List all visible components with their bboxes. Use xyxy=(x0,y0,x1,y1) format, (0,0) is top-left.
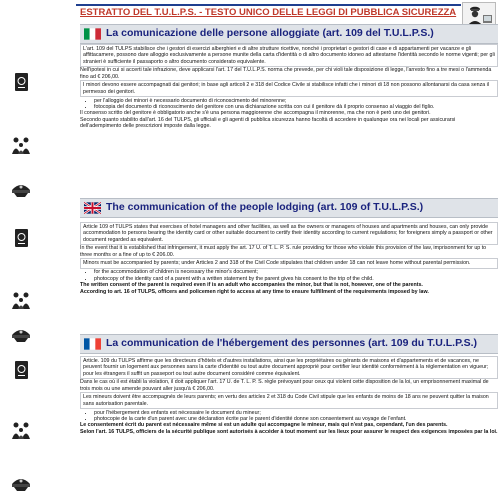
police-cap-icon xyxy=(10,180,32,200)
passport-icon xyxy=(10,228,32,248)
section-header-italian xyxy=(80,24,498,44)
uk-flag-icon xyxy=(84,202,101,214)
france-flag-icon xyxy=(84,338,101,350)
fr-list-item-1: • pour l'hébergement des enfants est nécessaire le document du mineur; xyxy=(94,410,498,416)
french-text-block xyxy=(80,356,498,436)
section-title-english: The communication of the people lodging (art. 109 of T.U.L.P.S.) xyxy=(106,201,424,213)
passport-icon xyxy=(10,360,32,380)
document-title-text: ESTRATTO DEL T.U.L.P.S. - TESTO UNICO DELLE LEGGI DI PUBBLICA SICUREZZA xyxy=(80,7,457,18)
fr-list xyxy=(80,410,498,423)
it-paragraph-4: Il consenso scritto del genitore è obbligatorio anche s'è una persona maggiorenne che accompagna il minorenne, ma che non è però uno dei genitori. xyxy=(80,110,431,117)
en-list-item-1: • for the accommodation of children is necessary the minor's document; xyxy=(94,269,498,275)
fr-paragraph-4: Le consentement écrit du parent est nécessaire même si est un adulte qui accompagne le mineur, mais qui n'est pas, cependant, l'un des parents. xyxy=(80,422,448,429)
it-list xyxy=(80,98,498,111)
it-list-item-2: • fotocopia del documento di riconoscimento del genitore con una dichiarazione scritta con cui il genitore dà il proprio consenso al viaggio del figlio. xyxy=(94,104,498,110)
it-paragraph-5: Secondo quanto stabilito dall'art. 16 del TULPS, gli ufficiali e gli agenti di pubblica sicurezza hanno facoltà di accedere in qualunque ora nei locali per assicurarsi dell'adempimento delle prescrizioni imposte dalla legge. xyxy=(80,116,456,130)
it-paragraph-1: L'art. 109 del TULPS stabilisce che i gestori di esercizi alberghieri e di altre strutture ricettive, nonché i proprietari o gestori di case e di appartamenti per vacanze e gli affittacamere, possono dare alloggio esclusivamente a persone munite della carta d'identità o di altro documento idoneo ad attestarne l'identità secondo le norme vigenti; per gli stranieri è sufficiente il passaporto o altro documento considerato equivalente. xyxy=(80,44,498,67)
en-paragraph-4: The written consent of the parent is required even if is an adult who accompanies the minor, but that is not, however, one of the parents. xyxy=(80,281,423,288)
section-title-french: La communication de l'hébergement des personnes (art. 109 du T.U.L.P.S.) xyxy=(106,337,478,349)
passport-icon xyxy=(10,72,32,92)
en-list xyxy=(80,269,498,282)
it-paragraph-3: I minori devono essere accompagnati dai genitori; in base agli articoli 2 e 318 del Codice Civile si stabilisce infatti che i minori di 18 non possono allontanarsi da casa senza il permesso dei genitori. xyxy=(80,80,498,97)
section-header-french xyxy=(80,334,498,354)
police-cap-icon xyxy=(10,325,32,345)
family-icon xyxy=(10,290,32,310)
english-text-block xyxy=(80,222,498,295)
italy-flag-icon xyxy=(84,28,101,40)
section-title-italian: La comunicazione delle persone alloggiate (art. 109 del T.U.L.P.S.) xyxy=(106,27,434,39)
it-list-item-1: • per l'alloggio dei minori è necessario documento di riconoscimento del minorenne; xyxy=(94,98,498,104)
document-title xyxy=(80,7,457,18)
en-paragraph-5: According to art. 16 of TULPS, officers and policemen right to access at any time to ensure fulfillment of the requirements imposed by law. xyxy=(80,288,429,295)
fr-paragraph-5: Selon l'art. 16 TULPS, officiers de la sécurité publique sont autorisés à accéder à tout moment sur les lieux pour assurer le respect des exigences imposées par la loi. xyxy=(80,428,498,435)
it-paragraph-2: Nell'ipotesi in cui si accerti tale infrazione, deve applicarsi l'art. 17 del T.U.L.P.S. norma che prevede, per chi violi tale disposizione di legge, l'arresto fino a tre mesi o l'ammenda fino ad € 206,00. xyxy=(80,67,492,80)
header-rule xyxy=(76,4,461,6)
family-icon xyxy=(10,420,32,440)
fr-paragraph-3: Les mineurs doivent être accompagnés de leurs parents; en vertu des articles 2 et 318 du Code Civil stipule que les enfants de moins de 18 ans ne peuvent quitter la maison sans autorisation parentale. xyxy=(80,392,498,409)
fr-paragraph-2: Dans le cas où il est établi la violation, il doit appliquer l'art. 17 U. de T. L. P. S. règle prévoyant pour ceux qui violent cette disposition de la loi, un emprisonnement maximal de trois mois ou une amende pouvant aller jusqu'à € 206,00. xyxy=(80,379,489,392)
en-list-item-2: • photocopy of the identity card of a parent with a written statement by the parent gives his consent to the trip of the child. xyxy=(94,276,498,282)
italian-text-block xyxy=(80,44,498,130)
section-header-english xyxy=(80,198,498,218)
police-cap-icon xyxy=(10,474,32,494)
family-icon xyxy=(10,135,32,155)
en-paragraph-3: Minors must be accompanied by parents; under Articles 2 and 318 of the Civil Code stipulates that children under 18 can not leave home without parental permission. xyxy=(80,258,498,268)
fr-list-item-2: • photocopie de la carte d'un parent avec une déclaration écrite par le parent d'identité donne son consentement au voyage de l'enfant. xyxy=(94,416,498,422)
en-paragraph-2: In the event that it is established that infringement, it must apply the art. 17 U. of T. L. P. S. rule providing for those who violate this provision of the law, imprisonment for up to three months or a fine of up to € 206.00. xyxy=(80,245,487,258)
fr-paragraph-1: Article. 109 du TULPS affirme que les directeurs d'hôtels et d'autres installations, ainsi que les propriétaires ou gérants de maisons et d'appartements et de vacances, ne peuvent fournir un logement aux personnes sans la carte d'identité ou tout autre document approprié pour certifier leur identité conformément à la réglementation en vigueur; pour les étrangers il suffit un passeport ou tout autre document considéré comme équivalent. xyxy=(80,356,498,379)
en-paragraph-1: Article 109 of TULPS states that exercises of hotel managers and other facilities, as well as the owners or managers of houses and apartments and houses, can only provide accommodation to persons bearing the identity card or other suitable document to certify their identity according to current regulations; for foreigners simply a passport or other document regarded as equivalent. xyxy=(80,222,498,245)
